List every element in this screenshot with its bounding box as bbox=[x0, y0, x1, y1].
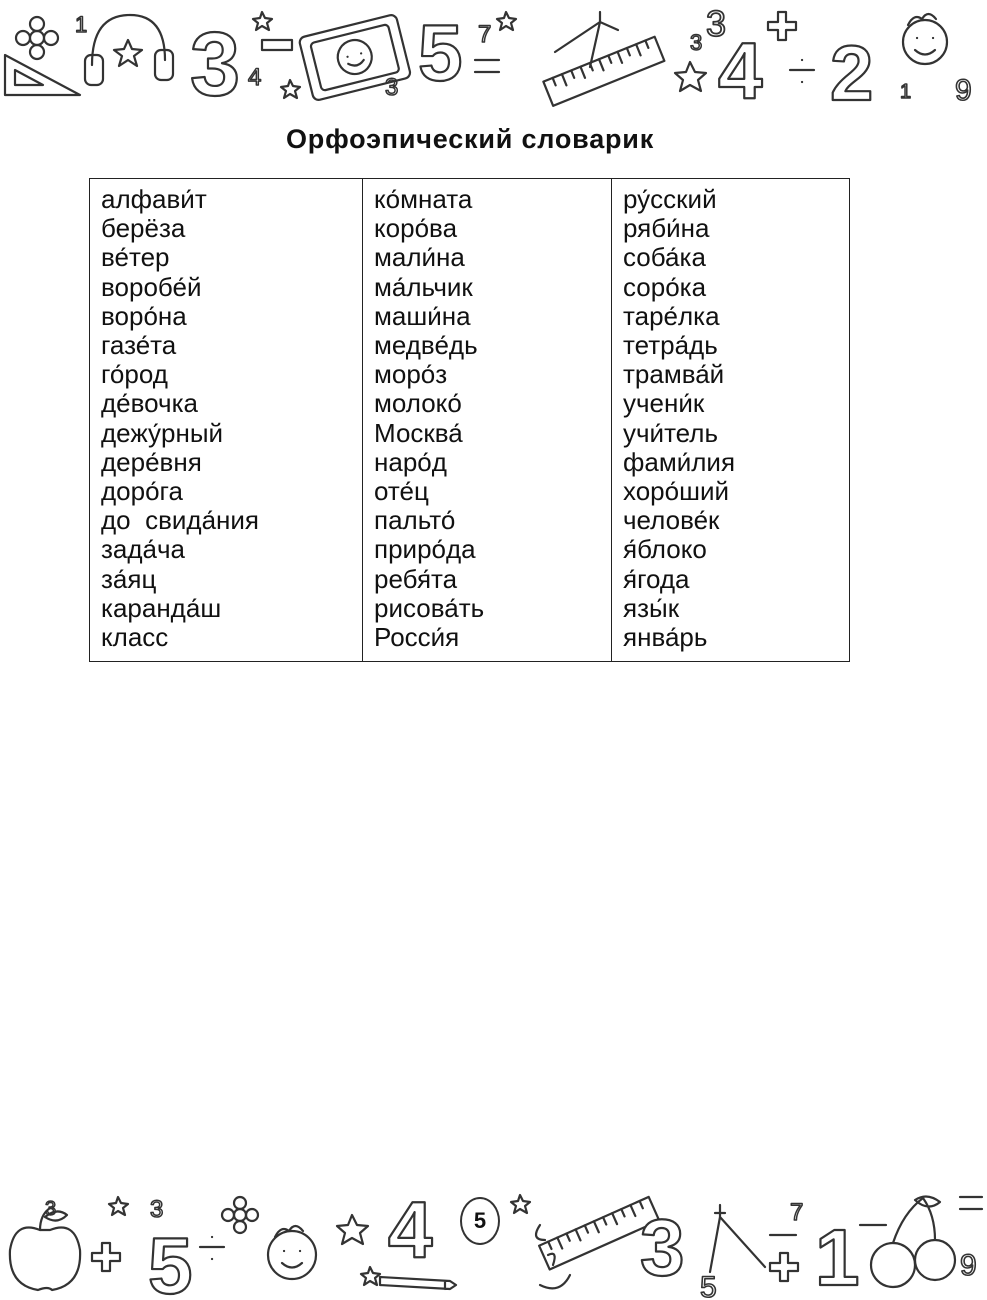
dictionary-word: маши́на bbox=[374, 300, 471, 331]
smiley-face-icon bbox=[903, 14, 947, 64]
star-icon bbox=[511, 1195, 530, 1213]
numeral-doodle: 3 bbox=[150, 1196, 164, 1223]
numeral-doodle: 5 bbox=[148, 1221, 193, 1300]
compass-icon bbox=[710, 1205, 765, 1272]
dictionary-word: я́блоко bbox=[623, 534, 707, 565]
numeral-doodle: 9 bbox=[960, 1249, 977, 1282]
word-column-3 bbox=[612, 179, 850, 662]
numeral-doodle: 1 bbox=[75, 12, 88, 37]
flower-icon bbox=[222, 1197, 258, 1233]
numeral-doodle: 3 bbox=[190, 15, 241, 115]
equals-sign-icon bbox=[475, 60, 499, 72]
dictionary-word: приро́да bbox=[374, 534, 476, 565]
numeral-doodle: 3 bbox=[690, 30, 703, 55]
flower-icon bbox=[16, 17, 58, 59]
dictionary-word: трамва́й bbox=[623, 359, 725, 390]
star-icon bbox=[281, 80, 300, 98]
plus-sign-icon bbox=[770, 1253, 798, 1281]
dictionary-word: оте́ц bbox=[374, 476, 429, 507]
dictionary-word: воробе́й bbox=[101, 271, 202, 302]
dictionary-word: моро́з bbox=[374, 359, 448, 390]
dictionary-word: алфави́т bbox=[101, 184, 207, 214]
numeral-doodle: 1 bbox=[815, 1213, 860, 1300]
dictionary-word: дере́вня bbox=[101, 446, 202, 477]
dictionary-word: рисова́ть bbox=[374, 592, 485, 623]
dictionary-word: ма́льчик bbox=[374, 271, 473, 302]
dictionary-word: медве́дь bbox=[374, 330, 478, 361]
numeral-doodle: 5 bbox=[418, 8, 463, 97]
star-icon bbox=[361, 1267, 380, 1285]
dictionary-word: класс bbox=[101, 622, 169, 653]
dictionary-word: Москва́ bbox=[374, 417, 463, 448]
dictionary-word: пальто́ bbox=[374, 505, 456, 536]
dictionary-word: коро́ва bbox=[374, 213, 458, 244]
star-icon bbox=[675, 62, 706, 91]
orthoepic-dictionary-table bbox=[89, 178, 850, 662]
division-sign-icon bbox=[200, 1237, 224, 1259]
numeral-doodle: 2 bbox=[830, 29, 874, 115]
star-icon bbox=[253, 12, 272, 30]
equals-sign-icon bbox=[960, 1197, 982, 1209]
crescent-icon bbox=[540, 1275, 570, 1288]
plus-sign-icon bbox=[768, 12, 796, 40]
headphones-icon bbox=[85, 15, 173, 85]
dictionary-word: воро́на bbox=[101, 300, 187, 331]
plus-sign-icon bbox=[92, 1243, 120, 1271]
numeral-doodle: 7 bbox=[790, 1199, 804, 1226]
dictionary-word: зада́ча bbox=[101, 534, 186, 565]
dictionary-word: ребя́та bbox=[374, 563, 458, 594]
table-row bbox=[90, 179, 850, 662]
numeral-doodle: 3 bbox=[640, 1203, 685, 1292]
dictionary-word: го́род bbox=[101, 359, 168, 390]
dictionary-word: челове́к bbox=[623, 505, 720, 536]
word-column-1 bbox=[90, 179, 363, 662]
apple-icon bbox=[10, 1208, 80, 1290]
dictionary-word: Росси́я bbox=[374, 622, 460, 653]
numeral-doodle: 7 bbox=[478, 21, 492, 48]
dictionary-word: фами́лия bbox=[623, 446, 736, 477]
dictionary-word: соро́ка bbox=[623, 271, 707, 302]
dictionary-word: наро́д bbox=[374, 446, 447, 477]
dictionary-word: ру́сский bbox=[623, 184, 717, 214]
dictionary-word: доро́га bbox=[101, 476, 183, 507]
dictionary-word: дежу́рный bbox=[101, 417, 224, 448]
bottom-decorative-border bbox=[0, 1185, 987, 1300]
star-icon bbox=[114, 40, 142, 66]
numeral-doodle: 1 bbox=[900, 81, 912, 103]
division-sign-icon bbox=[790, 60, 814, 82]
triangle-ruler-icon bbox=[5, 55, 80, 95]
pencil-icon bbox=[380, 1277, 456, 1289]
numeral-doodle: 4 bbox=[248, 64, 262, 91]
dictionary-word: каранда́ш bbox=[101, 592, 222, 623]
numeral-doodle: 9 bbox=[955, 74, 972, 107]
star-icon bbox=[109, 1197, 128, 1215]
dictionary-word: я́года bbox=[623, 563, 690, 594]
dictionary-word: мали́на bbox=[374, 242, 465, 273]
star-icon bbox=[497, 12, 516, 30]
dictionary-word: молоко́ bbox=[374, 388, 462, 419]
dictionary-word: тетра́дь bbox=[623, 330, 718, 361]
dictionary-word: таре́лка bbox=[623, 300, 720, 331]
dictionary-word: ряби́на bbox=[623, 213, 710, 244]
cherries-icon bbox=[871, 1196, 955, 1287]
dictionary-word: язы́к bbox=[623, 592, 680, 623]
numeral-doodle: 4 bbox=[718, 26, 763, 115]
dictionary-word: до свида́ния bbox=[101, 505, 260, 536]
numeral-doodle: 3 bbox=[706, 3, 727, 44]
dictionary-word: за́яц bbox=[101, 563, 157, 594]
numeral-doodle: 3 bbox=[385, 74, 399, 101]
dictionary-word: газе́та bbox=[101, 330, 177, 361]
numeral-doodle: 3 bbox=[45, 1198, 57, 1220]
numeral-doodle: 5 bbox=[700, 1271, 717, 1300]
star-icon bbox=[337, 1215, 368, 1244]
minus-sign-icon bbox=[262, 40, 292, 50]
page-number: 5 bbox=[460, 1197, 500, 1245]
word-column-2 bbox=[363, 179, 612, 662]
dictionary-word: берёза bbox=[101, 213, 186, 244]
dictionary-word: учи́тель bbox=[623, 417, 718, 448]
dictionary-word: учени́к bbox=[623, 388, 705, 419]
dictionary-word: ве́тер bbox=[101, 242, 170, 273]
top-decorative-border bbox=[0, 0, 987, 115]
dictionary-word: соба́ка bbox=[623, 242, 706, 273]
dictionary-word: де́вочка bbox=[101, 388, 198, 419]
dictionary-word: ко́мната bbox=[374, 184, 473, 214]
page-title: Орфоэпический словарик bbox=[285, 124, 655, 154]
dictionary-word: хоро́ший bbox=[623, 476, 729, 507]
numeral-doodle: 4 bbox=[388, 1185, 433, 1274]
smiley-face-icon bbox=[268, 1226, 316, 1279]
dictionary-word: янва́рь bbox=[623, 622, 708, 653]
